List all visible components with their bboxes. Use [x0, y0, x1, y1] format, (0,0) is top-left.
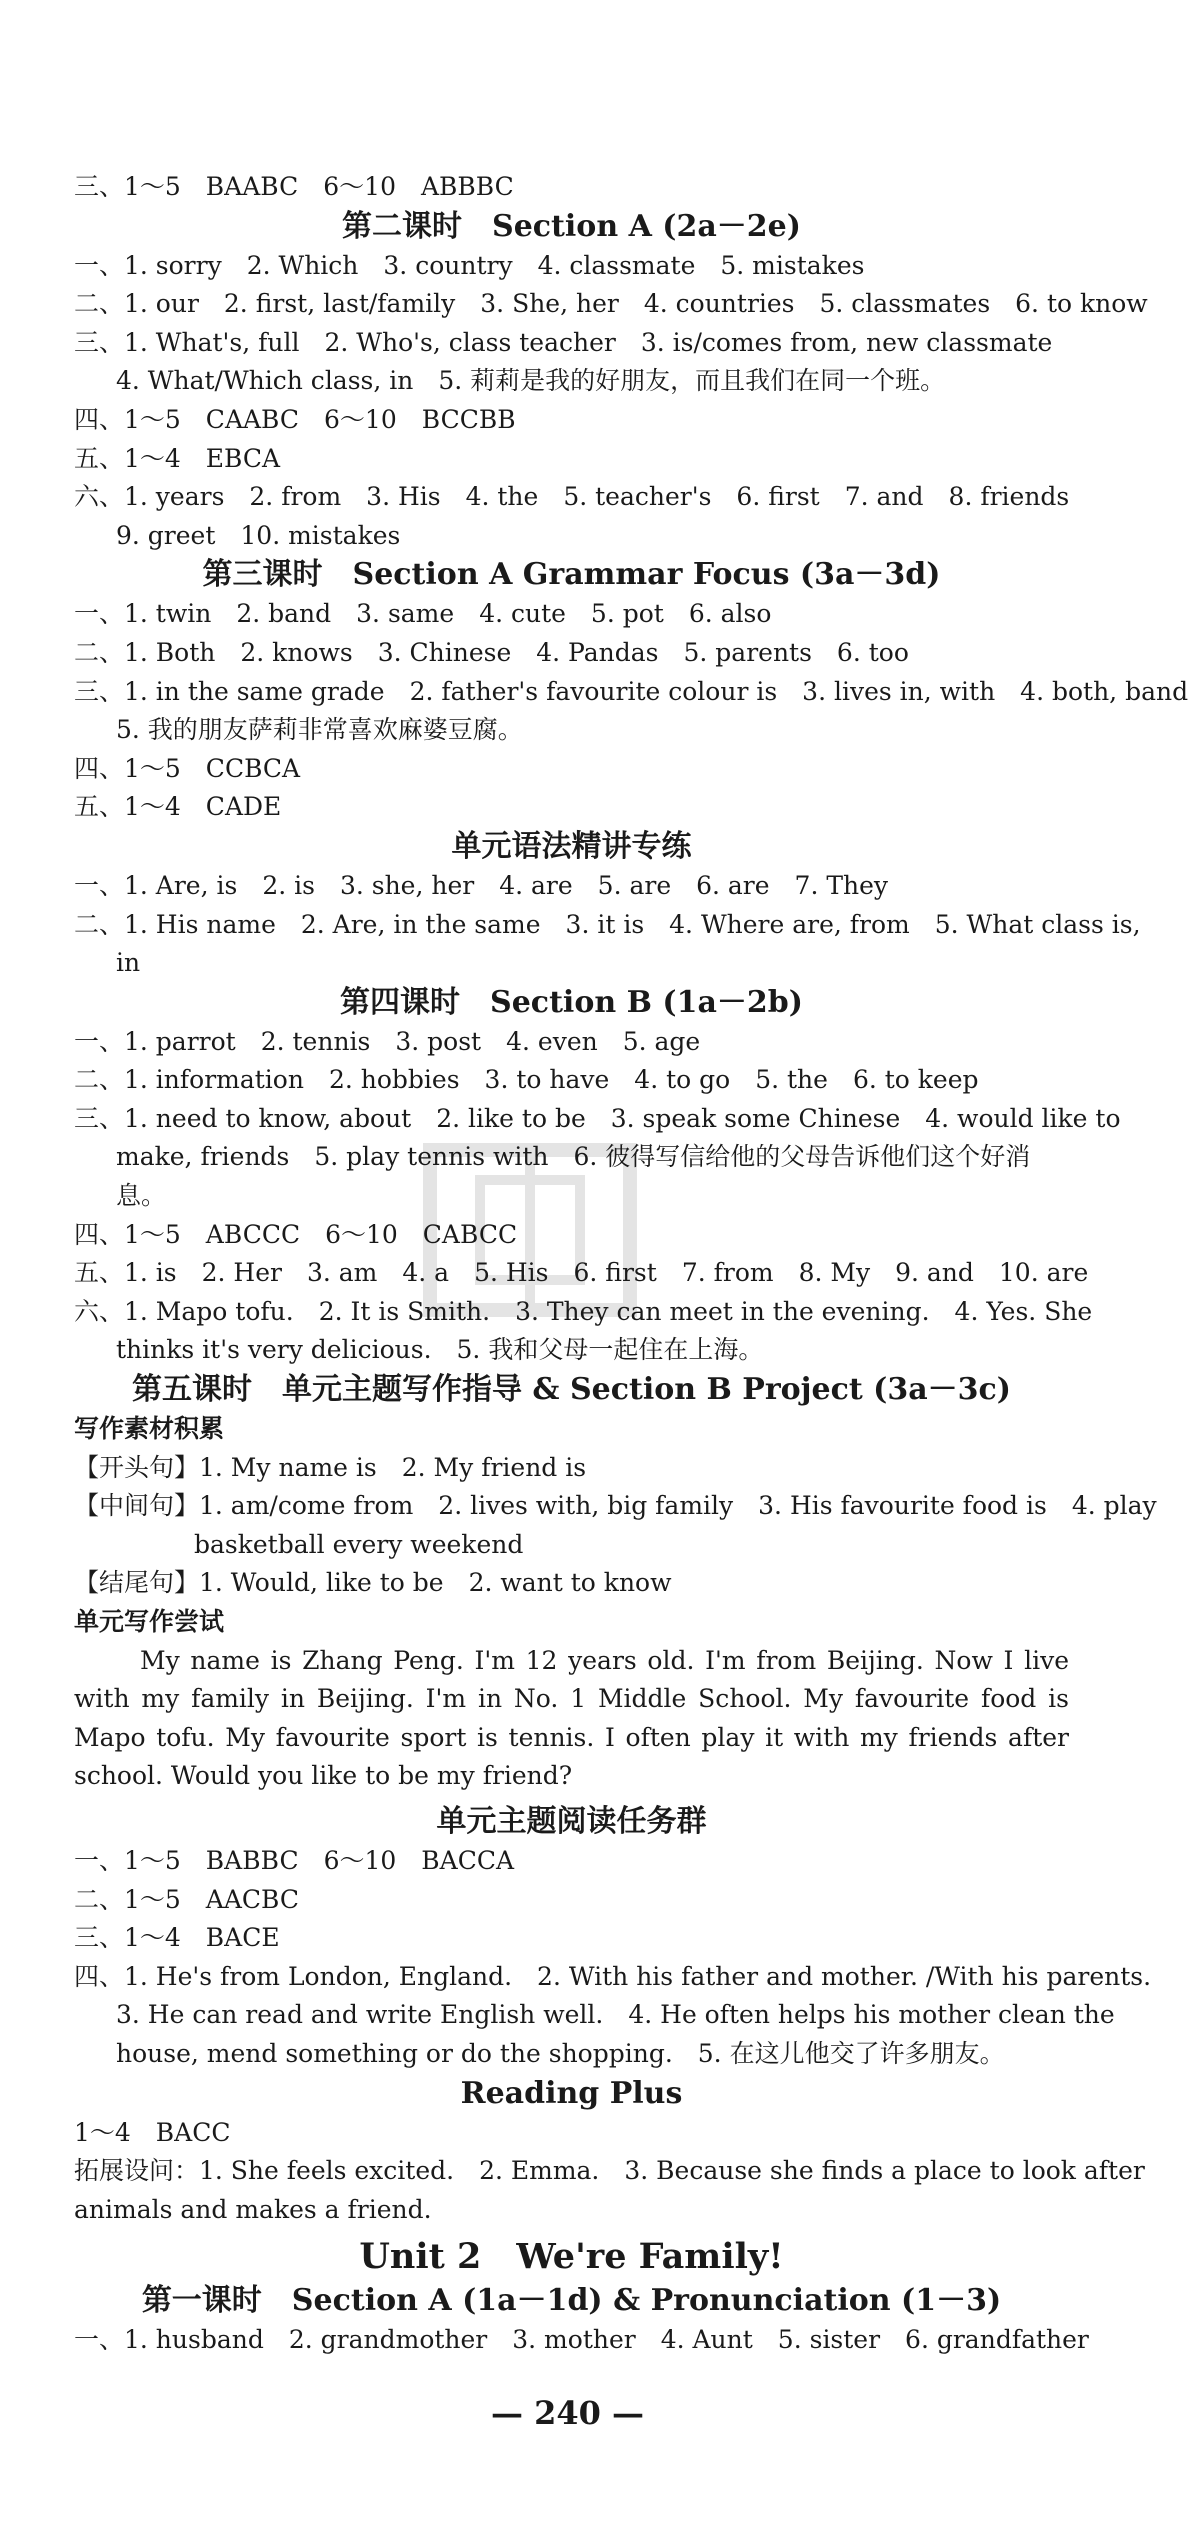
- section-heading: 第二课时 Section A (2a－2e): [342, 208, 801, 244]
- answer-line: 1～4 BACC: [74, 2117, 231, 2147]
- section-heading: Reading Plus: [460, 2075, 683, 2111]
- answer-line: 三、1. need to know, about 2. like to be 3. speak some Chinese 4. would like to: [74, 1103, 1121, 1133]
- answer-line: 六、1. Mapo tofu. 2. It is Smith. 3. They can meet in the evening. 4. Yes. She: [74, 1296, 1093, 1326]
- answer-line: 二、1. His name 2. Are, in the same 3. it is 4. Where are, from 5. What class is,: [74, 909, 1141, 939]
- subsection-heading: 写作素材积累: [74, 1414, 225, 1444]
- answer-line: 【开头句】1. My name is 2. My friend is: [74, 1452, 587, 1482]
- answer-line: 二、1. our 2. first, last/family 3. She, her 4. countries 5. classmates 6. to know: [74, 289, 1148, 319]
- answer-line: 五、1～4 EBCA: [74, 443, 281, 473]
- answer-line: 9. greet 10. mistakes: [116, 520, 401, 550]
- sample-essay: My name is Zhang Peng. I'm 12 years old. I'm from Beijing. Now I live with my family in Beijing. I'm in No. 1 Middle School. My favourite food is Mapo tofu. My favourite sport is tennis. I often play it with my friends after school. Would you like to be my friend?: [74, 1645, 1069, 1791]
- answer-line: 五、1～4 CADE: [74, 792, 282, 822]
- answer-line: 一、1～5 BABBC 6～10 BACCA: [74, 1845, 515, 1875]
- page-number: — 240 —: [490, 2394, 645, 2432]
- section-heading: 第一课时 Section A (1a－1d) & Pronunciation (1－3): [141, 2283, 1002, 2319]
- answer-line: 一、1. Are, is 2. is 3. she, her 4. are 5. are 6. are 7. They: [74, 870, 889, 900]
- section-heading: 单元语法精讲专练: [451, 828, 692, 864]
- answer-line: house, mend something or do the shopping. 5. 在这儿他交了许多朋友。: [116, 2038, 1005, 2068]
- answer-line: 5. 我的朋友萨莉非常喜欢麻婆豆腐。: [116, 715, 523, 745]
- answer-line: 三、1. in the same grade 2. father's favourite colour is 3. lives in, with 4. both, band: [74, 676, 1188, 706]
- answer-line: 三、1. What's, full 2. Who's, class teacher 3. is/comes from, new classmate: [74, 327, 1053, 357]
- answer-line: thinks it's very delicious. 5. 我和父母一起住在上海。: [116, 1335, 764, 1365]
- answer-line: 三、1～4 BACE: [74, 1923, 280, 1953]
- answer-line: 六、1. years 2. from 3. His 4. the 5. teacher's 6. first 7. and 8. friends: [74, 482, 1070, 512]
- answer-line: 二、1～5 AACBC: [74, 1884, 300, 1914]
- section-heading: 第五课时 单元主题写作指导 & Section B Project (3a－3c): [131, 1372, 1012, 1408]
- answer-line: 三、1～5 BAABC 6～10 ABBBC: [74, 172, 514, 201]
- answer-line: in: [116, 948, 141, 978]
- section-heading: 第三课时 Section A Grammar Focus (3a－3d): [202, 557, 941, 593]
- answer-line: make, friends 5. play tennis with 6. 彼得写信给他的父母告诉他们这个好消: [116, 1142, 1031, 1172]
- answer-line: 四、1～5 CAABC 6～10 BCCBB: [74, 404, 516, 434]
- section-heading: 单元主题阅读任务群: [436, 1803, 707, 1839]
- answer-line: 一、1. twin 2. band 3. same 4. cute 5. pot 6. also: [74, 599, 772, 629]
- answer-line: 【结尾句】1. Would, like to be 2. want to know: [74, 1568, 672, 1598]
- answer-line: 一、1. sorry 2. Which 3. country 4. classmate 5. mistakes: [74, 250, 865, 280]
- answer-line: animals and makes a friend.: [74, 2194, 432, 2224]
- answer-line: 3. He can read and write English well. 4. He often helps his mother clean the: [116, 2000, 1115, 2030]
- answer-line: basketball every weekend: [194, 1529, 524, 1559]
- answer-line: 四、1. He's from London, England. 2. With his father and mother. /With his parents.: [74, 1961, 1152, 1991]
- answer-line: 【中间句】1. am/come from 2. lives with, big family 3. His favourite food is 4. play: [74, 1491, 1157, 1521]
- answer-line: 四、1～5 CCBCA: [74, 753, 301, 783]
- answer-line: 四、1～5 ABCCC 6～10 CABCC: [74, 1219, 518, 1249]
- answer-line: 五、1. is 2. Her 3. am 4. a 5. His 6. first 7. from 8. My 9. and 10. are: [74, 1258, 1089, 1288]
- answer-line: 4. What/Which class, in 5. 莉莉是我的好朋友，而且我们在同一个班。: [116, 366, 946, 396]
- answer-line: 拓展设问：1. She feels excited. 2. Emma. 3. Because she finds a place to look after: [74, 2156, 1145, 2186]
- answer-line: 一、1. parrot 2. tennis 3. post 4. even 5. age: [74, 1026, 701, 1056]
- answer-line: 二、1. information 2. hobbies 3. to have 4. to go 5. the 6. to keep: [74, 1065, 979, 1095]
- answer-line: 二、1. Both 2. knows 3. Chinese 4. Pandas 5. parents 6. too: [74, 637, 909, 667]
- unit-heading: Unit 2 We're Family!: [359, 2236, 784, 2278]
- answer-line: 一、1. husband 2. grandmother 3. mother 4. Aunt 5. sister 6. grandfather: [74, 2325, 1089, 2355]
- answer-key-content: [74, 168, 1188, 2360]
- subsection-heading: 单元写作尝试: [74, 1607, 225, 1636]
- section-heading: 第四课时 Section B (1a－2b): [340, 984, 803, 1020]
- answer-line: 息。: [116, 1181, 167, 1211]
